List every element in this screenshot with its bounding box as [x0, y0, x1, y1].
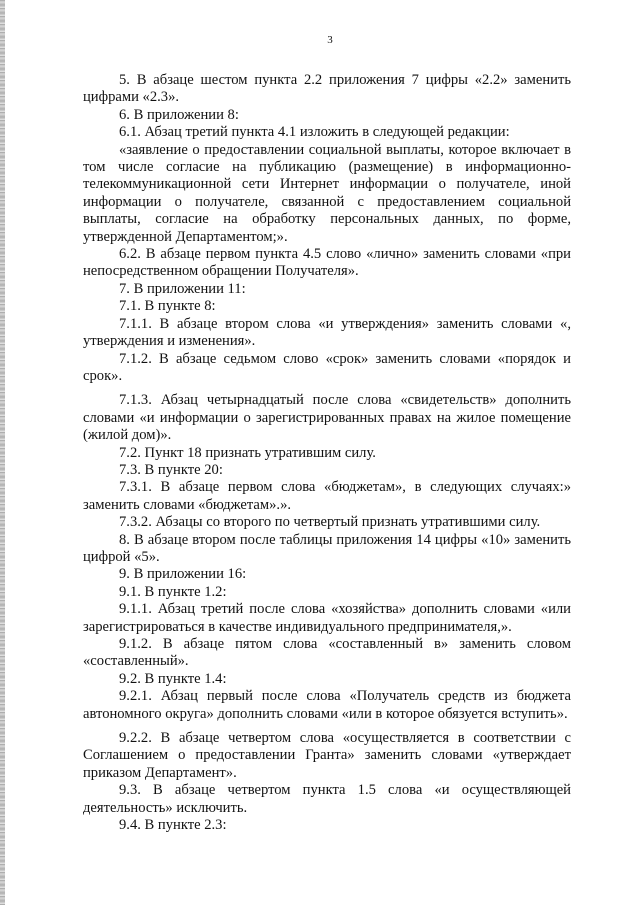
paragraph-9-4: 9.4. В пункте 2.3: — [119, 817, 227, 834]
paragraph-9-2-1: 9.2.1. Абзац первый после слова «Получатель средств из бюджета автономного округа» дополнить словами «или в которое обязуется вступить». — [83, 688, 571, 722]
page-number: 3 — [327, 34, 333, 46]
paragraph-7-3-2: 7.3.2. Абзацы со второго по четвертый признать утратившими силу. — [119, 514, 541, 531]
paragraph-9-1: 9.1. В пункте 1.2: — [119, 583, 227, 600]
paragraph-7-1: 7.1. В пункте 8: — [119, 298, 216, 315]
paragraph-9: 9. В приложении 16: — [119, 566, 247, 583]
paragraph-9-2-2: 9.2.2. В абзаце четвертом слова «осуществляется в соответствии с Соглашением о предоставлении Гранта» заменить словами «утверждает приказом Департамент». — [83, 730, 571, 781]
paragraph-8: 8. В абзаце втором после таблицы приложения 14 цифры «10» заменить цифрой «5». — [83, 531, 571, 565]
paragraph-7-1-3: 7.1.3. Абзац четырнадцатый после слова «свидетельств» дополнить словами «и информации о зарегистрированных правах на жилое помещение (жилой дом)». — [83, 392, 571, 444]
paragraph-9-3: 9.3. В абзаце четвертом пункта 1.5 слова «и осуществляющей деятельность» исключить. — [83, 782, 571, 816]
scan-edge — [0, 0, 5, 905]
paragraph-7: 7. В приложении 11: — [119, 280, 246, 297]
paragraph-6-2: 6.2. В абзаце первом пункта 4.5 слово «лично» заменить словами «при непосредственном обращении Получателя». — [83, 246, 571, 280]
paragraph-7-3-1: 7.3.1. В абзаце первом слова «бюджетам», в следующих случаях:» заменить словами «бюджетам».». — [83, 479, 571, 513]
document-body — [83, 72, 571, 834]
paragraph-9-1-2: 9.1.2. В абзаце пятом слова «составленный в» заменить словом «составленный». — [83, 636, 571, 670]
paragraph-6-1-quote: «заявление о предоставлении социальной выплаты, которое включает в том числе согласие на публикацию (размещение) в информационно-телекоммуникационной сети Интернет информации о получателе, иной информации о получателе, связанной с предоставлением социальной выплаты, согласие на обработку персональных данных, по форме, утвержденной Департаментом;». — [83, 141, 571, 245]
paragraph-5: 5. В абзаце шестом пункта 2.2 приложения 7 цифры «2.2» заменить цифрами «2.3». — [83, 72, 571, 106]
paragraph-7-2: 7.2. Пункт 18 признать утратившим силу. — [119, 444, 376, 461]
paragraph-6: 6. В приложении 8: — [119, 106, 239, 123]
paragraph-6-1: 6.1. Абзац третий пункта 4.1 изложить в следующей редакции: — [119, 124, 510, 141]
paragraph-9-2: 9.2. В пункте 1.4: — [119, 670, 227, 687]
paragraph-7-1-2: 7.1.2. В абзаце седьмом слово «срок» заменить словами «порядок и срок». — [83, 350, 571, 384]
paragraph-7-3: 7.3. В пункте 20: — [119, 461, 223, 478]
paragraph-9-1-1: 9.1.1. Абзац третий после слова «хозяйства» дополнить словами «или зарегистрироваться в качестве индивидуального предпринимателя,». — [83, 601, 571, 635]
paragraph-7-1-1: 7.1.1. В абзаце втором слова «и утверждения» заменить словами «, утверждения и изменения». — [83, 315, 571, 350]
